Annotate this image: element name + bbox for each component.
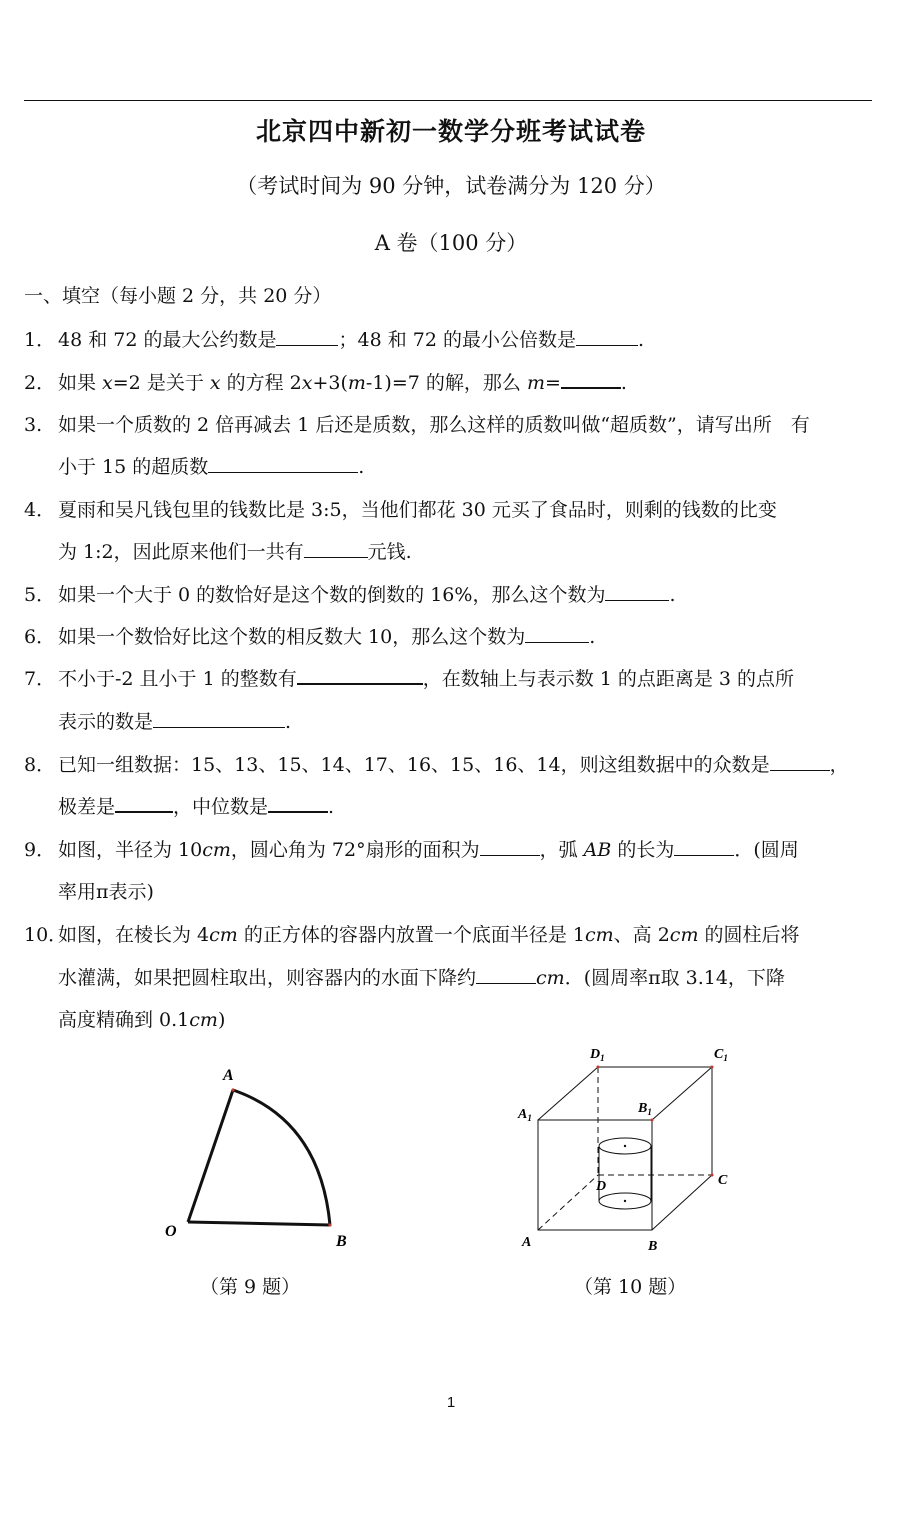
question-3: 3. 如果一个质数的 2 倍再减去 1 后还是质数，那么这样的质数叫做“超质数”，请写出所 有 [24, 414, 810, 436]
front-face [538, 1120, 652, 1230]
question-8: 8． 已知一组数据：15、13、15、14、17、16、15、16、14，则这组数据中的众数是 ， [24, 750, 876, 777]
question-4-line2: 为 1:2，因此原来他们一共有 元钱. [58, 541, 412, 563]
question-number: 8． [24, 754, 56, 776]
answer-blank[interactable] [480, 837, 540, 856]
answer-blank[interactable] [674, 837, 734, 856]
question-number: 7． [24, 668, 56, 690]
page-number: 1 [446, 1394, 456, 1411]
question-number: 10． [24, 924, 68, 946]
answer-blank[interactable] [605, 582, 669, 601]
answer-blank[interactable] [268, 793, 328, 813]
label-c: C [718, 1173, 728, 1188]
exam-info: （考试时间为 90 分钟，试卷满分为 120 分） [236, 174, 666, 198]
answer-blank[interactable] [153, 709, 285, 728]
label-a: A [223, 1067, 234, 1084]
question-4: 4． 夏雨和吴凡钱包里的钱数比是 3:5，当他们都花 30 元买了食品时，则剩的钱数的比变 [24, 495, 876, 522]
point-a [231, 1088, 234, 1091]
part-heading: A 卷（100 分） [374, 231, 528, 255]
answer-blank[interactable] [297, 665, 423, 685]
answer-blank[interactable] [208, 454, 358, 473]
question-number: 1． [24, 329, 56, 351]
figure-9-caption: （第 9 题） [200, 1276, 301, 1298]
arc-ab [233, 1090, 330, 1225]
radius-ob [188, 1222, 330, 1225]
edge-b1c1 [652, 1067, 712, 1120]
vertex-d1 [597, 1066, 600, 1069]
label-o: O [165, 1223, 177, 1240]
answer-blank[interactable] [576, 327, 638, 346]
question-number: 6． [24, 626, 56, 648]
header-rule [24, 100, 872, 101]
label-b1: $B_1$ [638, 1101, 652, 1117]
answer-blank[interactable] [304, 539, 368, 558]
label-a: A [522, 1235, 532, 1250]
answer-blank[interactable] [115, 793, 173, 813]
figure-10-caption: （第 10 题） [574, 1276, 687, 1298]
question-number: 3. [24, 414, 43, 436]
label-d1: $D_1$ [590, 1047, 605, 1063]
question-number: 2． [24, 372, 56, 394]
question-7: 7． 不小于-2 且小于 1 的整数有 ，在数轴上与表示数 1 的点距离是 3 的点所 [24, 664, 876, 691]
question-9: 9． 如图，半径为 10cm，圆心角为 72°扇形的面积为 ，弧 AB 的长为 ．(圆周 [24, 835, 876, 862]
answer-blank[interactable] [276, 327, 338, 346]
label-b: B [648, 1239, 658, 1254]
vertex-b1 [651, 1119, 654, 1122]
answer-blank[interactable] [770, 752, 830, 771]
edge-bc [652, 1175, 712, 1230]
question-1: 1． 48 和 72 的最大公约数是 ；48 和 72 的最小公倍数是 . [24, 325, 876, 352]
label-d: D [596, 1179, 607, 1194]
question-10-line2: 水灌满，如果把圆柱取出，则容器内的水面下降约 cm．(圆周率π取 3.14，下降 [58, 967, 785, 989]
figure-10-cube [510, 1040, 750, 1260]
point-b [328, 1223, 331, 1226]
question-number: 4． [24, 499, 56, 521]
question-9-line2: 率用π表示) [58, 881, 154, 903]
label-a1: $A_1$ [518, 1107, 532, 1123]
question-8-line2: 极差是 ，中位数是 . [58, 792, 334, 819]
question-number: 9． [24, 839, 56, 861]
answer-blank[interactable] [525, 624, 589, 643]
section-heading: 一、填空（每小题 2 分，共 20 分） [24, 285, 332, 307]
question-2: 2． 如果 x=2 是关于 x 的方程 2x+3(m-1)=7 的解，那么 m= . [24, 368, 876, 395]
answer-blank[interactable] [476, 965, 536, 984]
question-10-line3: 高度精确到 0.1cm) [58, 1009, 226, 1031]
answer-blank[interactable] [561, 369, 621, 389]
question-10: 10．如图，在棱长为 4cm 的正方体的容器内放置一个底面半径是 1cm、高 2cm 的圆柱后将 [24, 920, 876, 947]
cylinder-top-center [624, 1145, 626, 1147]
figure-9-sector [150, 1060, 370, 1260]
edge-a1d1 [538, 1067, 598, 1120]
edge-ad-hidden [538, 1175, 598, 1230]
cylinder-bottom-center [624, 1200, 626, 1202]
question-number: 5． [24, 584, 56, 606]
question-5: 5． 如果一个大于 0 的数恰好是这个数的倒数的 16%，那么这个数为 . [24, 580, 876, 607]
radius-oa [188, 1090, 233, 1222]
label-c1: $C_1$ [714, 1047, 728, 1063]
question-6: 6． 如果一个数恰好比这个数的相反数大 10，那么这个数为 . [24, 622, 876, 649]
vertex-c [711, 1174, 714, 1177]
page-title: 北京四中新初一数学分班考试试卷 [255, 117, 646, 146]
label-b: B [336, 1233, 347, 1250]
question-3-line2: 小于 15 的超质数 . [58, 456, 365, 478]
question-7-line2: 表示的数是 . [58, 711, 292, 733]
vertex-c1 [711, 1066, 714, 1069]
